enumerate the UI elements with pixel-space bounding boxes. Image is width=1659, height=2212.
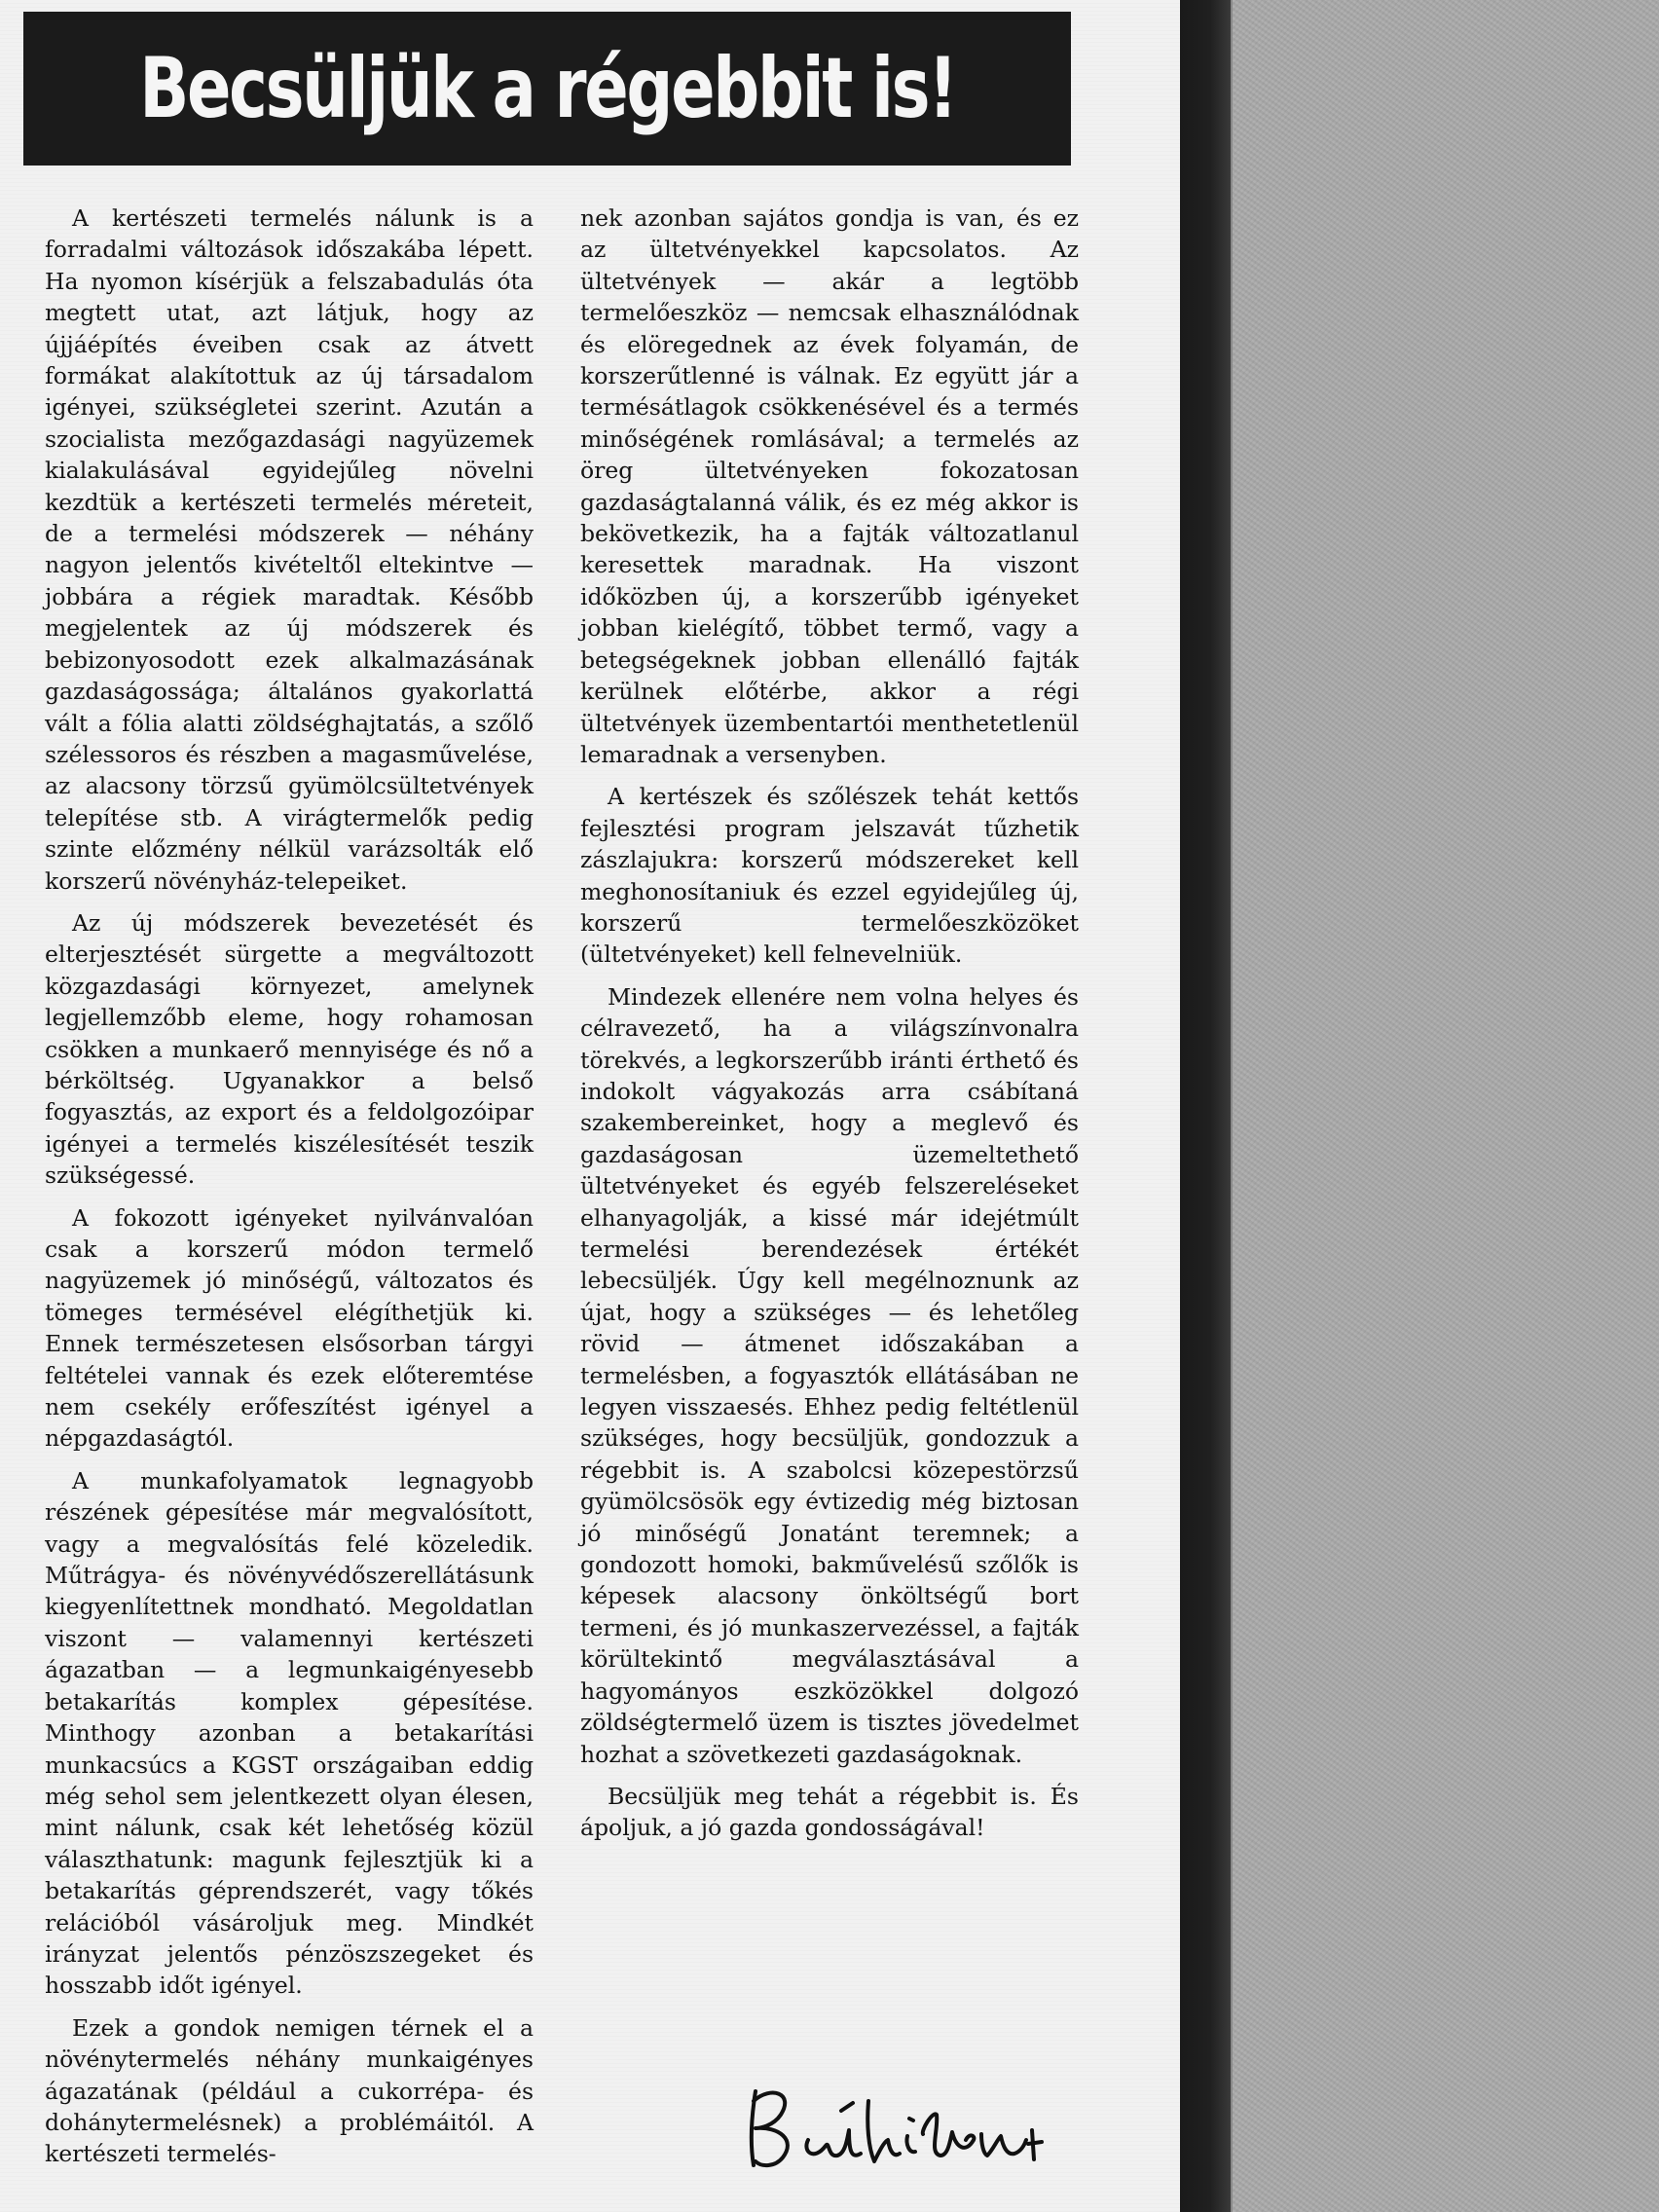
headline-bar <box>23 12 1071 166</box>
article-column-left <box>45 203 534 2181</box>
author-signature <box>732 2072 1063 2179</box>
article-column-right <box>580 203 1079 1855</box>
paragraph: A kertészek és szőlészek tehát kettős fejlesztési program jelszavát tűzhetik zászlajukra: korszerű módszereket kell meghonosítaniuk és ezzel egyidejűleg új, korszerű termelőeszközöket (ültetvényeket) kell felnevelniük. <box>580 783 1079 969</box>
background-surface <box>1207 0 1659 2212</box>
clipping-edge <box>1180 0 1231 2212</box>
paragraph: Ezek a gondok nemigen térnek el a növénytermelés néhány munkaigényes ágazatának (például a cukorrépa- és dohánytermelésnek) a problémáitól. A kertészeti termelés- <box>45 2013 534 2168</box>
paragraph: nek azonban sajátos gondja is van, és ez az ültetvényekkel kapcsolatos. Az ültetvények — akár a legtöbb termelőeszköz — nemcsak elhasználódnak és elöregednek az évek folyamán, de korszerűtlenné is válnak. Ez együtt jár a termésátlagok csökkenésével és a termés minőségének romlásával; a termelés az öreg ültetvényeken fokozatosan gazdaságtalanná válik, és ez még akkor is bekövetkezik, ha a fajták változatlanul keresettek maradnak. Ha viszont időközben új, a korszerűbb igényeket jobban kielégítő, többet termő, vagy a betegségeknek jobban ellenálló fajták kerülnek előtérbe, akkor a régi ültetvények üzembentartói menthetetlenül lemaradnak a versenyben. <box>580 204 1079 768</box>
headline: Becsüljük a régebbit is! <box>138 40 956 137</box>
paragraph: Mindezek ellenére nem volna helyes és célravezető, ha a világszínvonalra törekvés, a legkorszerűbb iránti érthető és indokolt vágyakozás arra csábítaná szakembereinket, hogy a meglevő és gazdaságosan üzemeltethető ültetvényeket és egyéb felszereléseket elhanyagolják, a kissé már idejétmúlt termelési berendezések értékét lebecsüljék. Úgy kell megélnoznunk az újat, hogy a szükséges — és lehetőleg rövid — átmenet időszakában a termelésben, a fogyasztók ellátásában ne legyen visszaesés. Ehhez pedig feltétlenül szükséges, hogy becsüljük, gondozzuk a régebbit is. A szabolcsi közepestörzsű gyümölcsösök egy évtizedig még biztosan jó minőségű Jonatánt teremnek; a gondozott homoki, bakművelésű szőlők is képesek alacsony önköltségű bort termeni, és jó munkaszervezéssel, a fajták körültekintő megválasztásával a hagyományos eszközökkel dolgozó zöldségtermelő üzem is tisztes jövedelmet hozhat a szövetkezeti gazdaságoknak. <box>580 982 1079 1768</box>
paragraph: Az új módszerek bevezetését és elterjesztését sürgette a megváltozott közgazdasági környezet, amelynek legjellemzőbb eleme, hogy rohamosan csökken a munkaerő mennyisége és nő a bérköltség. Ugyanakkor a belső fogyasztás, az export és a feldolgozóipar igényei a termelés kiszélesítését teszik szükségessé. <box>45 908 534 1190</box>
paragraph: A kertészeti termelés nálunk is a forradalmi változások időszakába lépett. Ha nyomon kísérjük a felszabadulás óta megtett utat, azt látjuk, hogy az újjáépítés éveiben csak az átvett formákat alakítottuk az új társadalom igényei, szükségletei szerint. Azután a szocialista mezőgazdasági nagyüzemek kialakulásával egyidejűleg növelni kezdtük a kertészeti termelés méreteit, de a termelési módszerek — néhány nagyon jelentős kivételtől eltekintve — jobbára a régiek maradtak. Később megjelentek az új módszerek és bebizonyosodott ezek alkalmazásának gazdaságossága; általános gyakorlattá vált a fólia alatti zöldséghajtatás, a szőlő szélessoros és részben a magasművelése, az alacsony törzsű gyümölcsültetvények telepítése stb. A virágtermelők pedig szinte előzmény nélkül varázsolták elő korszerű növényház-telepeiket. <box>45 204 534 895</box>
paragraph: Becsüljük meg tehát a régebbit is. És ápoljuk, a jó gazda gondosságával! <box>580 1782 1079 1842</box>
paragraph: A fokozott igényeket nyilvánvalóan csak a korszerű módon termelő nagyüzemek jó minőségű, változatos és tömeges termésével elégíthetjük ki. Ennek természetesen elsősorban tárgyi feltételei vannak és ezek előteremtése nem csekély erőfeszítést igényel a népgazdaságtól. <box>45 1203 534 1453</box>
paragraph: A munkafolyamatok legnagyobb részének gépesítése már megvalósított, vagy a megvalósítás felé közeledik. Műtrágya- és növényvédőszerellátásunk kiegyenlítettnek mondható. Megoldatlan viszont — valamennyi kertészeti ágazatban — a legmunkaigényesebb betakarítás komplex gépesítése. Minthogy azonban a betakarítási munkacsúcs a KGST országaiban eddig még sehol sem jelentkezett olyan élesen, mint nálunk, csak két lehetőség közül választhatunk: magunk fejlesztjük ki a betakarítás géprendszerét, vagy tőkés relációból vásároljuk meg. Mindkét irányzat jelentős pénzöszszegeket és hosszabb időt igényel. <box>45 1466 534 2000</box>
